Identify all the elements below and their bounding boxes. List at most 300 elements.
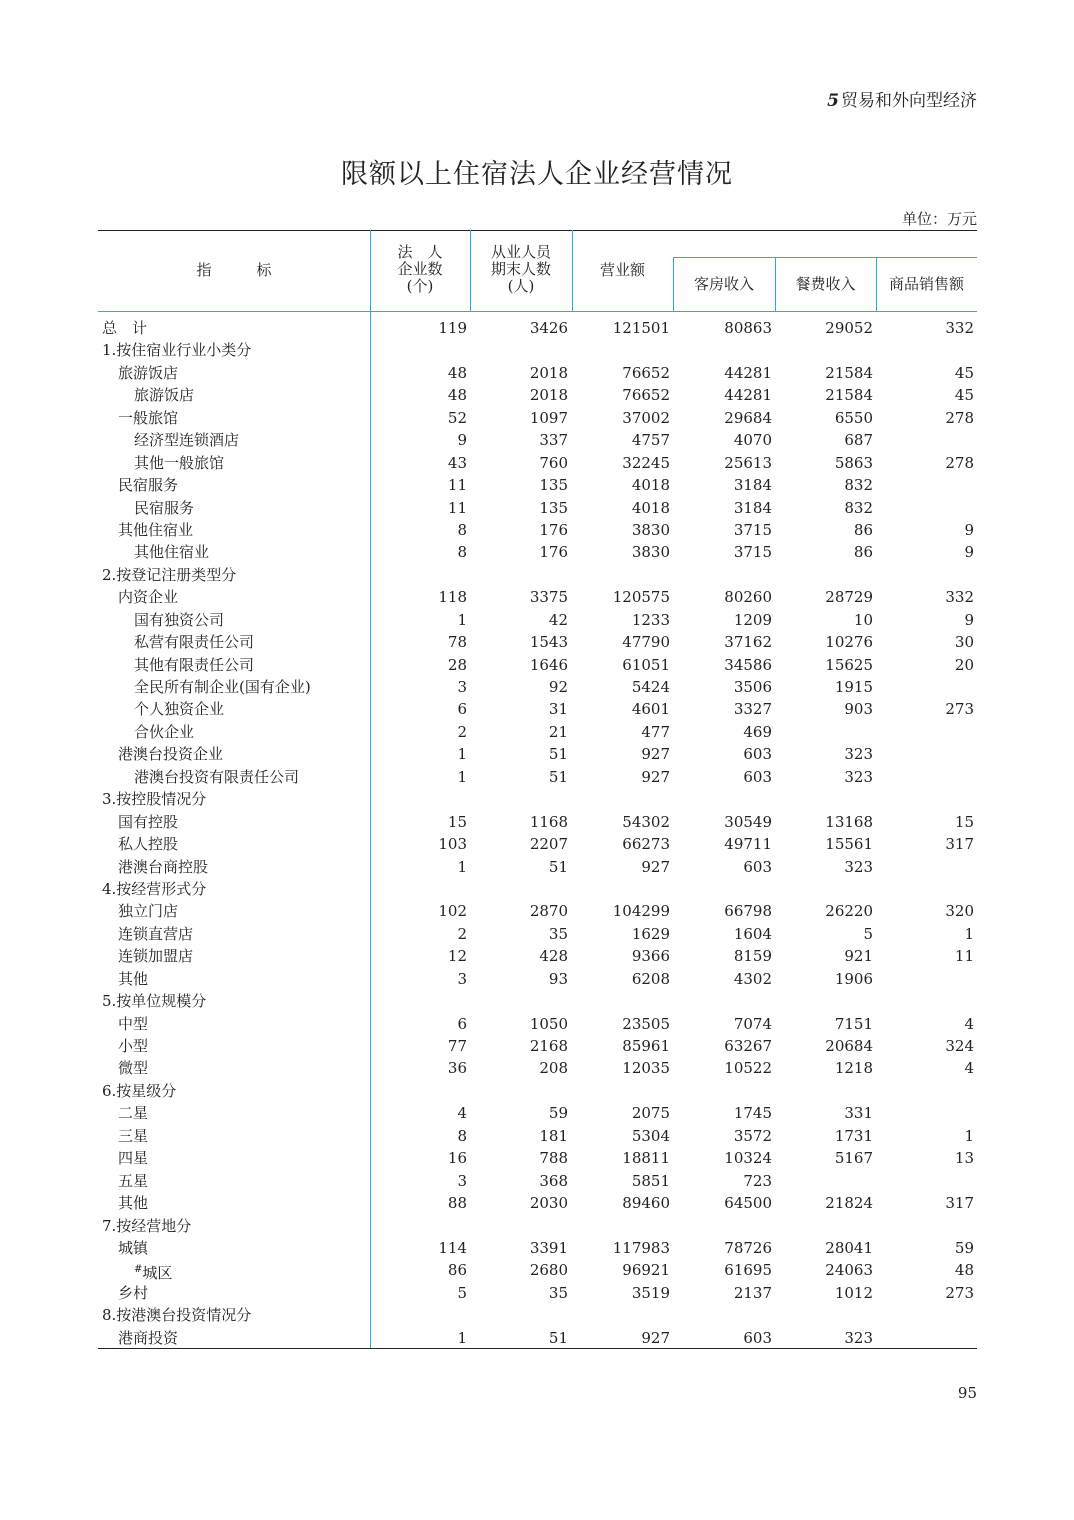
cell-value: 832 xyxy=(844,498,873,517)
row-label xyxy=(118,900,178,922)
cell-value: 86 xyxy=(447,1261,467,1280)
table-row xyxy=(98,452,977,474)
cell-value: 37162 xyxy=(724,633,772,652)
row-label-text: 一般旅馆 xyxy=(118,408,179,427)
cell-value: 6208 xyxy=(631,969,670,988)
cell-value: 5424 xyxy=(631,678,670,696)
row-label xyxy=(102,878,206,900)
row-label-text: 其他住宿业 xyxy=(134,543,210,562)
header-firms xyxy=(370,244,470,295)
cell-value: 6550 xyxy=(834,408,873,427)
cell-value: 29052 xyxy=(825,319,873,337)
cell-value: 1 xyxy=(457,857,467,876)
header-firms-line1: 法 人 xyxy=(397,243,443,261)
cell-value: 1745 xyxy=(733,1104,772,1123)
row-label-text: 私营有限责任公司 xyxy=(134,633,255,652)
row-label-text: 城区 xyxy=(142,1264,173,1283)
cell-value: 11 xyxy=(447,476,467,495)
header-staff-line2: 期末人数 xyxy=(490,260,551,278)
cell-value: 323 xyxy=(844,767,873,786)
table-row xyxy=(98,317,977,339)
cell-value: 3 xyxy=(457,969,467,988)
cell-value: 5 xyxy=(863,924,873,943)
row-label xyxy=(118,945,193,967)
row-label xyxy=(102,1215,191,1237)
cell-value: 4018 xyxy=(631,498,670,517)
cell-value: 5863 xyxy=(834,453,873,472)
cell-value: 20 xyxy=(954,655,974,674)
cell-value: 30549 xyxy=(724,812,772,831)
cell-value: 45 xyxy=(954,363,974,382)
cell-value: 51 xyxy=(548,1328,568,1347)
row-label-text: 国有控股 xyxy=(118,812,179,831)
cell-value: 9 xyxy=(457,431,467,450)
header-room-revenue: 客房收入 xyxy=(693,275,754,293)
cell-value: 317 xyxy=(945,835,974,854)
row-label-text: 其他 xyxy=(118,969,149,988)
table-row xyxy=(98,1215,977,1237)
cell-value: 18811 xyxy=(622,1149,670,1168)
cell-value: 603 xyxy=(743,1328,772,1347)
table-row xyxy=(98,1282,977,1304)
cell-value: 96921 xyxy=(622,1261,670,1280)
cell-value: 1629 xyxy=(631,924,670,943)
row-label xyxy=(118,1102,148,1124)
cell-value: 2018 xyxy=(529,386,568,405)
cell-value: 51 xyxy=(548,767,568,786)
row-label xyxy=(118,1327,178,1349)
cell-value: 760 xyxy=(539,453,568,472)
row-label xyxy=(118,811,178,833)
cell-value: 4757 xyxy=(631,431,670,450)
row-label xyxy=(134,766,299,788)
cell-value: 28041 xyxy=(825,1238,873,1257)
cell-value: 723 xyxy=(743,1171,772,1190)
cell-value: 13 xyxy=(954,1149,974,1168)
cell-value: 469 xyxy=(743,722,772,741)
cell-value: 80260 xyxy=(724,588,772,607)
cell-value: 15 xyxy=(447,812,467,831)
cell-value: 21824 xyxy=(825,1194,873,1213)
cell-value: 48 xyxy=(447,386,467,405)
cell-value: 4302 xyxy=(733,969,772,988)
cell-value: 52 xyxy=(447,408,467,427)
cell-value: 119 xyxy=(438,319,467,337)
cell-value: 10276 xyxy=(825,633,873,652)
row-label-text: 旅游饭店 xyxy=(118,363,179,382)
cell-value: 3506 xyxy=(733,678,772,696)
cell-value: 1218 xyxy=(834,1059,873,1078)
table-row xyxy=(98,766,977,788)
cell-value: 8 xyxy=(457,520,467,539)
cell-value: 3519 xyxy=(631,1283,670,1302)
table-row xyxy=(98,721,977,743)
cell-value: 7151 xyxy=(834,1014,873,1033)
row-label xyxy=(102,788,206,810)
table-row xyxy=(98,743,977,765)
row-label xyxy=(118,362,178,384)
row-label-text: 城镇 xyxy=(118,1238,149,1257)
cell-value: 1731 xyxy=(834,1126,873,1145)
header-goods-sales: 商品销售额 xyxy=(888,275,964,293)
row-label-text: 二星 xyxy=(118,1104,149,1123)
cell-value: 35 xyxy=(548,924,568,943)
page-number: 95 xyxy=(957,1384,977,1402)
cell-value: 47790 xyxy=(622,633,670,652)
cell-value: 114 xyxy=(438,1238,467,1257)
cell-value: 9366 xyxy=(631,947,670,966)
table-row xyxy=(98,811,977,833)
cell-value: 4 xyxy=(457,1104,467,1123)
row-label xyxy=(118,1035,148,1057)
row-label-text: 内资企业 xyxy=(118,588,179,607)
cell-value: 2168 xyxy=(529,1037,568,1055)
cell-value: 9 xyxy=(964,520,974,539)
table-row xyxy=(98,788,977,810)
cell-value: 332 xyxy=(945,588,974,607)
cell-value: 45 xyxy=(954,386,974,405)
cell-value: 34586 xyxy=(724,655,772,674)
table-row xyxy=(98,923,977,945)
data-table xyxy=(98,230,977,1350)
cell-value: 176 xyxy=(539,543,568,562)
cell-value: 28729 xyxy=(825,588,873,607)
cell-value: 28 xyxy=(447,655,467,674)
cell-value: 3375 xyxy=(529,588,568,607)
cell-value: 4 xyxy=(964,1059,974,1078)
table-row xyxy=(98,856,977,878)
cell-value: 85961 xyxy=(622,1037,670,1055)
cell-value: 54302 xyxy=(622,812,670,831)
cell-value: 2680 xyxy=(529,1261,568,1280)
cell-value: 48 xyxy=(447,363,467,382)
table-row xyxy=(98,339,977,361)
cell-value: 208 xyxy=(539,1059,568,1078)
cell-value: 9 xyxy=(964,610,974,629)
cell-value: 3184 xyxy=(733,476,772,495)
table-row xyxy=(98,609,977,631)
cell-value: 103 xyxy=(438,835,467,854)
row-label-text: 民宿服务 xyxy=(118,476,179,495)
cell-value: 12035 xyxy=(622,1059,670,1078)
cell-value: 49711 xyxy=(724,835,772,854)
cell-value: 59 xyxy=(954,1238,974,1257)
cell-value: 86 xyxy=(853,543,873,562)
table-row xyxy=(98,1327,977,1349)
header-firms-line2: 企业数 xyxy=(397,260,443,278)
cell-value: 4 xyxy=(964,1014,974,1033)
cell-value: 77 xyxy=(447,1037,467,1055)
header-staff xyxy=(470,244,572,295)
cell-value: 2075 xyxy=(631,1104,670,1123)
cell-value: 1 xyxy=(964,924,974,943)
row-label xyxy=(134,1259,172,1284)
cell-value: 20684 xyxy=(825,1037,873,1055)
row-label xyxy=(102,317,147,339)
chapter-number: 5 xyxy=(827,91,839,111)
row-label xyxy=(118,833,178,855)
cell-value: 2 xyxy=(457,722,467,741)
cell-value: 104299 xyxy=(612,902,670,921)
cell-value: 66273 xyxy=(622,835,670,854)
cell-value: 35 xyxy=(548,1283,568,1302)
table-row xyxy=(98,1304,977,1326)
cell-value: 51 xyxy=(548,857,568,876)
table-row xyxy=(98,1102,977,1124)
row-label xyxy=(134,631,254,653)
cell-value: 2870 xyxy=(529,902,568,921)
cell-value: 3391 xyxy=(529,1238,568,1257)
cell-value: 176 xyxy=(539,520,568,539)
table-row xyxy=(98,541,977,563)
header-staff-line1: 从业人员 xyxy=(490,243,551,261)
row-label-text: 个人独资企业 xyxy=(134,700,225,719)
cell-value: 927 xyxy=(641,1328,670,1347)
cell-value: 903 xyxy=(844,700,873,719)
row-label xyxy=(134,654,254,676)
cell-value: 1 xyxy=(457,745,467,764)
row-label-text: 港商投资 xyxy=(118,1328,179,1347)
cell-value: 15561 xyxy=(825,835,873,854)
cell-value: 10324 xyxy=(724,1149,772,1168)
table-row xyxy=(98,1057,977,1079)
cell-value: 323 xyxy=(844,1328,873,1347)
row-label-text: 小型 xyxy=(118,1037,149,1055)
cell-value: 1233 xyxy=(631,610,670,629)
cell-value: 118 xyxy=(438,588,467,607)
cell-value: 788 xyxy=(539,1149,568,1168)
row-label-text: 港澳台投资有限责任公司 xyxy=(134,767,300,786)
cell-value: 117983 xyxy=(612,1238,670,1257)
row-label xyxy=(134,676,311,698)
cell-value: 78 xyxy=(447,633,467,652)
cell-value: 21584 xyxy=(825,386,873,405)
cell-value: 4601 xyxy=(631,700,670,719)
row-label-text: 其他住宿业 xyxy=(118,520,194,539)
cell-value: 5851 xyxy=(631,1171,670,1190)
cell-value: 324 xyxy=(945,1037,974,1055)
row-label-text: 经济型连锁酒店 xyxy=(134,431,240,450)
table-row xyxy=(98,676,977,698)
cell-value: 687 xyxy=(844,431,873,450)
cell-value: 2030 xyxy=(529,1194,568,1213)
cell-value: 61695 xyxy=(724,1261,772,1280)
table-row xyxy=(98,654,977,676)
cell-value: 9 xyxy=(964,543,974,562)
table-row xyxy=(98,1237,977,1259)
cell-value: 32245 xyxy=(622,453,670,472)
cell-value: 927 xyxy=(641,767,670,786)
cell-value: 44281 xyxy=(724,386,772,405)
cell-value: 603 xyxy=(743,745,772,764)
table-row xyxy=(98,384,977,406)
cell-value: 1 xyxy=(457,610,467,629)
row-label-text: 连锁加盟店 xyxy=(118,947,194,966)
cell-value: 42 xyxy=(548,610,568,629)
cell-value: 1906 xyxy=(834,969,873,988)
cell-value: 59 xyxy=(548,1104,568,1123)
row-label-text: 旅游饭店 xyxy=(134,386,195,405)
table-row xyxy=(98,1013,977,1035)
cell-value: 121501 xyxy=(612,319,670,337)
row-label xyxy=(134,452,224,474)
row-label xyxy=(134,721,194,743)
cell-value: 102 xyxy=(438,902,467,921)
cell-value: 3715 xyxy=(733,543,772,562)
row-label-text: 港澳台投资企业 xyxy=(118,745,224,764)
cell-value: 11 xyxy=(954,947,974,966)
header-firms-line3: (个) xyxy=(406,277,434,295)
row-mark: # xyxy=(134,1264,143,1276)
row-label xyxy=(118,1237,148,1259)
chapter-header xyxy=(827,86,977,111)
chapter-title: 贸易和外向型经济 xyxy=(841,91,977,111)
row-label xyxy=(134,609,224,631)
cell-value: 21 xyxy=(548,722,568,741)
subheader-rule xyxy=(673,257,977,258)
row-label xyxy=(102,1304,251,1326)
cell-value: 4018 xyxy=(631,476,670,495)
table-row xyxy=(98,519,977,541)
cell-value: 2018 xyxy=(529,363,568,382)
cell-value: 30 xyxy=(954,633,974,652)
cell-value: 63267 xyxy=(724,1037,772,1055)
row-label-text: 1.按住宿业行业小类分 xyxy=(102,341,252,360)
header-staff-line3: (人) xyxy=(507,277,535,295)
table-row xyxy=(98,968,977,990)
cell-value: 278 xyxy=(945,453,974,472)
cell-value: 135 xyxy=(539,476,568,495)
cell-value: 323 xyxy=(844,745,873,764)
row-label xyxy=(118,1125,148,1147)
cell-value: 6 xyxy=(457,700,467,719)
cell-value: 278 xyxy=(945,408,974,427)
row-label xyxy=(134,698,224,720)
header-indicator: 指 标 xyxy=(196,261,272,279)
cell-value: 3 xyxy=(457,1171,467,1190)
table-row xyxy=(98,878,977,900)
cell-value: 23505 xyxy=(622,1014,670,1033)
cell-value: 1 xyxy=(457,1328,467,1347)
cell-value: 1543 xyxy=(529,633,568,652)
unit-label: 单位：万元 xyxy=(901,210,977,228)
table-row xyxy=(98,631,977,653)
cell-value: 25613 xyxy=(724,453,772,472)
row-label xyxy=(118,743,223,765)
cell-value: 323 xyxy=(844,857,873,876)
page-title: 限额以上住宿法人企业经营情况 xyxy=(341,159,733,190)
table-row xyxy=(98,1125,977,1147)
cell-value: 51 xyxy=(548,745,568,764)
row-label-text: 2.按登记注册类型分 xyxy=(102,565,237,584)
table-row xyxy=(98,698,977,720)
row-label xyxy=(134,429,239,451)
cell-value: 1 xyxy=(457,767,467,786)
cell-value: 477 xyxy=(641,722,670,741)
row-label-text: 5.按单位规模分 xyxy=(102,992,207,1011)
cell-value: 36 xyxy=(447,1059,467,1078)
cell-value: 12 xyxy=(447,947,467,966)
cell-value: 332 xyxy=(945,319,974,337)
row-label xyxy=(102,339,251,361)
cell-value: 273 xyxy=(945,1283,974,1302)
table-row xyxy=(98,564,977,586)
row-label-text: 全民所有制企业(国有企业) xyxy=(134,678,311,696)
row-label xyxy=(102,990,206,1012)
row-label xyxy=(118,1170,148,1192)
cell-value: 832 xyxy=(844,476,873,495)
cell-value: 2 xyxy=(457,924,467,943)
cell-value: 10522 xyxy=(724,1059,772,1078)
row-label-text: 四星 xyxy=(118,1149,149,1168)
cell-value: 29684 xyxy=(724,408,772,427)
cell-value: 927 xyxy=(641,745,670,764)
cell-value: 44281 xyxy=(724,363,772,382)
table-row xyxy=(98,497,977,519)
table-row xyxy=(98,1147,977,1169)
row-label xyxy=(118,1013,148,1035)
row-label xyxy=(118,968,148,990)
cell-value: 16 xyxy=(447,1149,467,1168)
cell-value: 1915 xyxy=(834,678,873,696)
row-label-text: 三星 xyxy=(118,1126,149,1145)
cell-value: 1 xyxy=(964,1126,974,1145)
row-label-text: 其他有限责任公司 xyxy=(134,655,255,674)
cell-value: 10 xyxy=(853,610,873,629)
cell-value: 2137 xyxy=(733,1283,772,1302)
cell-value: 1012 xyxy=(834,1283,873,1302)
table-row xyxy=(98,586,977,608)
cell-value: 1646 xyxy=(529,655,568,674)
header-food-revenue: 餐费收入 xyxy=(795,275,856,293)
cell-value: 86 xyxy=(853,520,873,539)
table-row xyxy=(98,1192,977,1214)
row-label xyxy=(118,923,193,945)
cell-value: 4070 xyxy=(733,431,772,450)
cell-value: 15 xyxy=(954,812,974,831)
cell-value: 3572 xyxy=(733,1126,772,1145)
cell-value: 21584 xyxy=(825,363,873,382)
row-label xyxy=(134,384,194,406)
row-label xyxy=(118,1147,148,1169)
cell-value: 3830 xyxy=(631,543,670,562)
row-label xyxy=(118,519,193,541)
row-label-text: 私人控股 xyxy=(118,835,179,854)
cell-value: 331 xyxy=(844,1104,873,1123)
row-label-text: 连锁直营店 xyxy=(118,924,194,943)
cell-value: 13168 xyxy=(825,812,873,831)
table-row xyxy=(98,407,977,429)
cell-value: 31 xyxy=(548,700,568,719)
cell-value: 5 xyxy=(457,1283,467,1302)
row-label-text: 微型 xyxy=(118,1059,149,1078)
table-row xyxy=(98,474,977,496)
row-label xyxy=(118,1282,148,1304)
cell-value: 921 xyxy=(844,947,873,966)
cell-value: 76652 xyxy=(622,386,670,405)
table-row xyxy=(98,945,977,967)
cell-value: 3426 xyxy=(529,319,568,337)
row-label xyxy=(134,497,194,519)
cell-value: 1168 xyxy=(529,812,568,831)
cell-value: 3327 xyxy=(733,700,772,719)
cell-value: 8 xyxy=(457,1126,467,1145)
row-label xyxy=(118,1192,148,1214)
cell-value: 66798 xyxy=(724,902,772,921)
cell-value: 428 xyxy=(539,947,568,966)
cell-value: 78726 xyxy=(724,1238,772,1257)
row-label-text: 民宿服务 xyxy=(134,498,195,517)
